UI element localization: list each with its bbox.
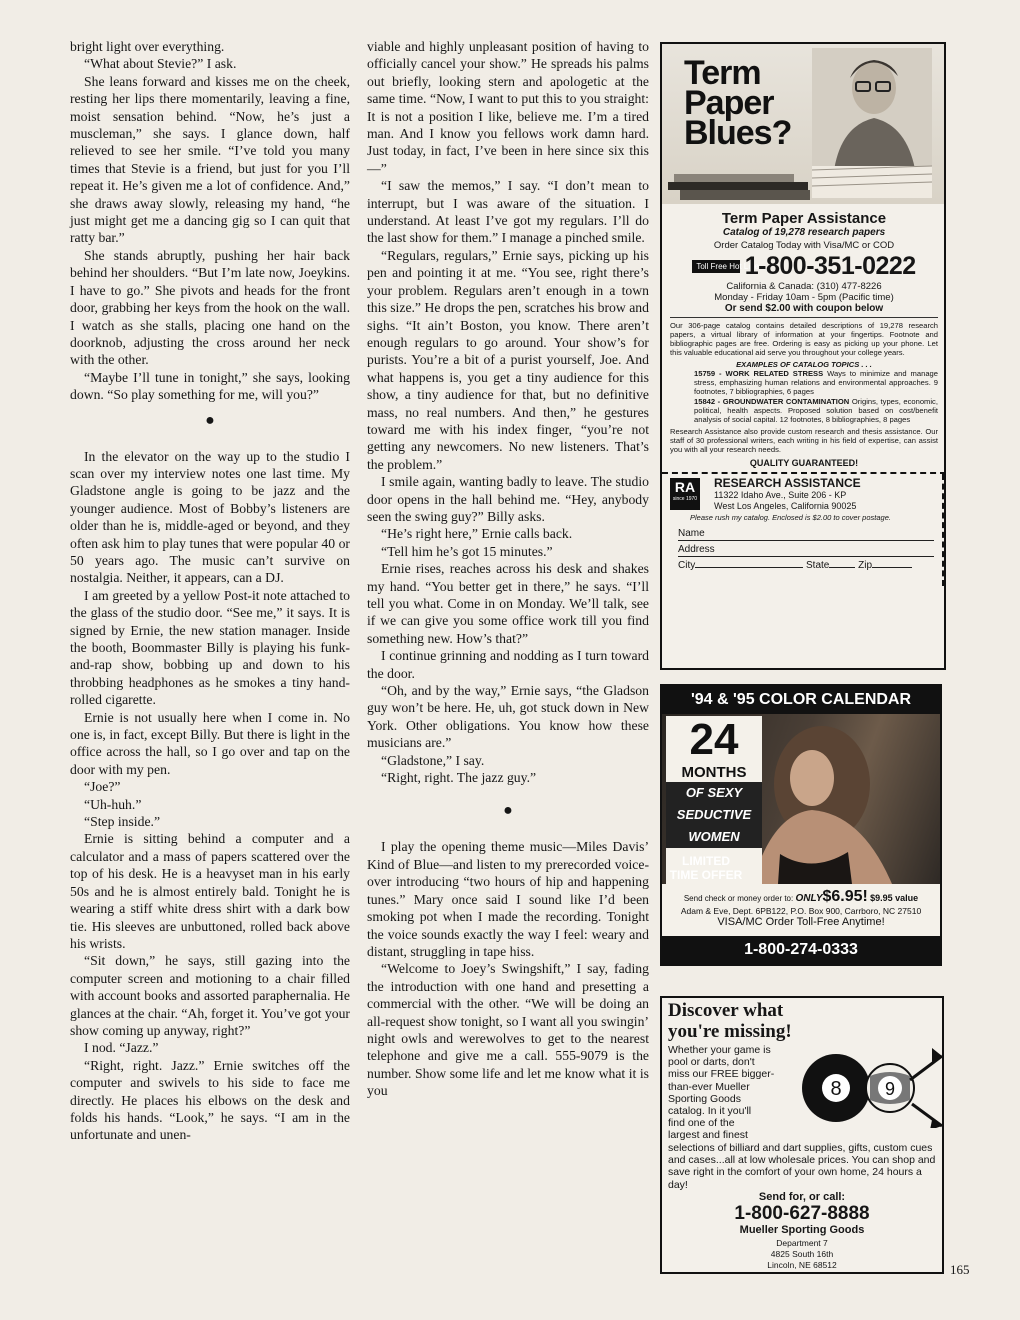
ball-8-label: 8 bbox=[830, 1078, 842, 1100]
calendar-order-info: Send check or money order to: ONLY$6.95! $9.95 value Adam & Eve, Dept. 6PB122, P.O. Box 900, Carrboro, NC 27510 VISA/MC Order Toll-Free Anytime! bbox=[662, 884, 940, 936]
paragraph: I continue grinning and nodding as I turn toward the door. bbox=[367, 648, 649, 681]
calendar-phone: 1-800-274-0333 bbox=[744, 941, 858, 958]
ad-coupon-line: Or send $2.00 with coupon below bbox=[724, 303, 884, 314]
paragraph: “Sit down,” he says, still gazing into the computer screen and motioning to a chair filled with account books and assorted paraphernalia. He glances at the chair. “Ah, forget it. You’ve got your show coming up anyway, right?” bbox=[70, 953, 350, 1038]
ra-logo: RA since 1970 bbox=[670, 478, 700, 510]
paragraph: In the elevator on the way up to the studio I scan over my interview notes one last time. My Gladstone angle is going to be jazz and the younger audience. Most of Bobby’s listeners are older than he is, middle-aged or beyond, and they often ask him to play tunes that were popular 40 or 50 years ago. The music can’t survive on nostalgia. Neither, it appears, can a DJ. bbox=[70, 448, 350, 586]
billiard-balls-icon bbox=[792, 1028, 942, 1128]
mueller-dept: Department 7 bbox=[776, 1238, 828, 1248]
mueller-city: Lincoln, NE 68512 bbox=[767, 1260, 837, 1270]
calendar-panel: 24 MONTHS bbox=[666, 716, 762, 884]
text-column-1 bbox=[70, 38, 350, 1144]
ad-example: 15759 - WORK RELATED STRESS Ways to minimize and manage stress, emphasizing human relations and environmental approaches. 9 footnotes, 7 bibliographies, 6 pages bbox=[694, 369, 938, 396]
ad-order-line: Order Catalog Today with Visa/MC or COD bbox=[713, 240, 895, 251]
paragraph: “Uh-huh.” bbox=[84, 796, 142, 812]
paragraph: “Step inside.” bbox=[84, 814, 161, 830]
mueller-ad bbox=[660, 996, 944, 1274]
section-separator: ● bbox=[503, 802, 513, 820]
page-number: 165 bbox=[950, 1262, 970, 1277]
ad-headline: Term Paper Blues? bbox=[684, 54, 792, 152]
section-separator: ● bbox=[205, 411, 215, 429]
hotline-badge: Toll Free Hot Line bbox=[692, 260, 740, 273]
books-icon bbox=[668, 162, 818, 202]
ad-guarantee: QUALITY GUARANTEED! bbox=[749, 458, 859, 468]
paragraph: “Right, right. Jazz.” Ernie switches off the computer and swivels to his side to face me directly. He places his elbows on the desk and folds his hands. “Look,” he says. “I am in the unfortunate and unen- bbox=[70, 1057, 350, 1143]
student-photo-icon bbox=[812, 48, 932, 198]
ad-california-phone: California & Canada: (310) 477-8226 bbox=[726, 281, 882, 292]
ad-example: 15842 - GROUNDWATER CONTAMINATION Origins, types, economic, political, health aspects. Proposed solution based on cost/benefit analysis of social capital. 12 footnotes, 8 bibliographies, 8 pages bbox=[694, 397, 938, 424]
paragraph: “Maybe I’ll tune in tonight,” she says, looking down. “So play something for me, will you?” bbox=[70, 369, 350, 403]
ad-heading: Term Paper Assistance bbox=[721, 210, 887, 227]
ad-hotline bbox=[670, 252, 938, 281]
paragraph: “Tell him he’s got 15 minutes.” bbox=[381, 543, 553, 559]
ad-rush-line: Please rush my catalog. Enclosed is $2.00 to cover postage. bbox=[690, 513, 891, 522]
paragraph: “He’s right here,” Ernie calls back. bbox=[381, 526, 573, 542]
form-name-field[interactable]: Name bbox=[678, 528, 934, 541]
mueller-text-full: selections of billiard and dart supplies, gifts, custom cues and cases...all at low wholesale prices. You can shop and save right in the comfort of your own home, 24 hours a day! bbox=[668, 1142, 936, 1191]
paragraph: “Oh, and by the way,” Ernie says, “the Gladson guy won’t be here. He, uh, got stuck down in New York. Other obligations. You know how these musicians are.” bbox=[367, 683, 649, 751]
paragraph: She stands abruptly, pushing her hair back behind her shoulders. “But I’m late now, Joeykins. I have to go.” She pivots and heads for the front door, grabbing her keys from the hook on the wall. I watch as she stalls, placing one hand on the doorknob, adjusting the cross around her neck with the other. bbox=[70, 247, 350, 368]
ball-9-label: 9 bbox=[884, 1079, 896, 1099]
paragraph: “Regulars, regulars,” Ernie says, picking up his pen and pointing it at me. “You see, right there’s your problem. Regulars aren’t enough in a town this size.” He drops the pen, scratches his brow and sighs. “It ain’t Boston, you know. There aren’t enough regulars to go around. Your show’s for purists. You’re a bit of a purist yourself, Joe. And what happens is, you get a tiny audience for this show, a tiny audience for that, but no definitive mass, no real numbers. And then,” he gestures toward me with his index finger, “you’re not getting any newcomers. No new listeners. That’s the problem.” bbox=[367, 247, 649, 472]
mueller-phone: 1-800-627-8888 bbox=[734, 1203, 870, 1224]
ad-address: West Los Angeles, California 90025 bbox=[714, 501, 857, 511]
text-column-2 bbox=[367, 38, 649, 1100]
ad-description: Our 306-page catalog contains detailed descriptions of 19,278 research papers, a virtual library of information at your fingertips. Footnote and bibliographic pages are free. Ordering is easy as picking up your phone. Let this valuable educational aid serve you throughout your college years. bbox=[670, 321, 938, 357]
paragraph: bright light over everything. bbox=[70, 39, 225, 54]
coupon-form bbox=[670, 474, 944, 586]
paragraph: “Welcome to Joey’s Swingshift,” I say, fading the introduction with one hand and presetting a commercial with the other. “We will be doing an all-request show tonight, so I want all you swingin’ night owls and werewolves to get to the nearest telephone and give me a call. 555-9079 is the number. Show some life and let me know what it is you bbox=[367, 961, 649, 1099]
paragraph: “Joe?” bbox=[84, 779, 121, 795]
mueller-text: Whether your game is pool or darts, don't miss our FREE bigger- than-ever Mueller Sporting Goods catalog. In it you'll find one of the largest and finest bbox=[668, 1044, 775, 1142]
calendar-ad bbox=[660, 684, 942, 966]
paragraph: Ernie rises, reaches across his desk and shakes my hand. “You better get in there,” he says. “I’ll tell you what. Come in on Monday. We’ll talk, see if we can give you some office work till you find something new. How’s that?” bbox=[367, 561, 649, 646]
paragraph: I play the opening theme music—Miles Davis’ Kind of Blue—and listen to my prerecorded voice-over introducing “two hours of hip and happening tunes.” Mary once said I sound like I’d been smoking pot when I made the recording. Tonight the voice sounds exactly the way I feel: weary and distant, struggling in tape hiss. bbox=[367, 839, 649, 959]
form-city-row[interactable]: City State Zip bbox=[678, 560, 934, 573]
ad-company: RESEARCH ASSISTANCE bbox=[714, 476, 861, 490]
ad-catalog-line: Catalog of 19,278 research papers bbox=[722, 227, 886, 238]
paragraph: Ernie is sitting behind a computer and a calculator and a mass of papers scattered over the top of his desk. He is a heavyset man in his early 50s and he is almost entirely bald. Tonight he is wearing a stiff white dress shirt with a dark bow tie. His sleeves are unbuttoned, rolled back above his wrists. bbox=[70, 831, 350, 951]
paragraph: viable and highly unpleasant position of having to officially cancel your show.” He spreads his palms out briefly, looking stern and apologetic at the same time. “Now, I want to put this to you straight: It is not a position I like, believe me. I’m a tired man. And I know you fellows work damn hard. Just today, in fact, I’ve been in here since six this—” bbox=[367, 39, 649, 176]
paragraph: Ernie is not usually here when I come in. No one is, in fact, except Billy. But there is light in the office across the hall, so I go over and tap on the door with my pen. bbox=[70, 709, 350, 777]
paragraph: I smile again, wanting badly to leave. The studio door opens in the hall behind me. “Hey, anybody seen the swing guy?” Billy asks. bbox=[367, 474, 649, 524]
paragraph: She leans forward and kisses me on the cheek, resting her lips there momentarily, leaving a fine, moist sensation behind. “Now, he’s just a muscleman,” she says. I glance down, half relieved to see her smile. “I’ve told you many times that Stevie is a friend, but just for you I’ll repeat it. He’s given me a lot of confidence. And,” she draws away slowly, releasing my hand, “he just might get me a dancing gig so I can quit that ratty bar.” bbox=[70, 73, 350, 246]
paragraph: “Gladstone,” I say. bbox=[381, 752, 485, 768]
calendar-title: '94 & '95 COLOR CALENDAR bbox=[662, 686, 940, 714]
paragraph: “What about Stevie?” I ask. bbox=[84, 56, 237, 72]
ad-address: 11322 Idaho Ave., Suite 206 - KP bbox=[714, 490, 847, 500]
ad-phone: 1-800-351-0222 bbox=[744, 252, 916, 280]
paragraph: “I saw the memos,” I say. “I don’t mean to interrupt, but I was aware of the situation. I understand. At least I’ve got my regulars. I’ll do the last show for them.” I manage a pinched smile. bbox=[367, 178, 649, 246]
ad-custom-research: Research Assistance also provide custom research and thesis assistance. Our staff of 30 professional writers, each writing in his field of expertise, can assist you with all your research needs. bbox=[670, 427, 938, 454]
ad-examples-title: EXAMPLES OF CATALOG TOPICS . . . bbox=[736, 360, 872, 369]
paragraph: “Right, right. The jazz guy.” bbox=[381, 770, 537, 786]
calendar-tagline: OF SEXY SEDUCTIVE WOMEN bbox=[666, 782, 762, 848]
mueller-company: Mueller Sporting Goods bbox=[739, 1224, 865, 1236]
paragraph: I am greeted by a yellow Post-it note attached to the glass of the studio door. “See me,” it says. It is signed by Ernie, the new station manager. Inside the booth, Boommaster Billy is playing his funk-and-rap show, bobbing up and down to his throbbing headphones as he smokes a tiny hand-rolled cigarette. bbox=[70, 587, 350, 708]
form-address-field[interactable]: Address bbox=[678, 544, 934, 557]
ad-body bbox=[670, 206, 938, 586]
ad-hours: Monday - Friday 10am - 5pm (Pacific time) bbox=[714, 292, 894, 303]
mueller-send: Send for, or call: bbox=[758, 1191, 846, 1203]
term-paper-ad bbox=[660, 42, 946, 670]
mueller-headline: Discover what you're missing! bbox=[668, 1000, 792, 1042]
paragraph: I nod. “Jazz.” bbox=[84, 1040, 159, 1056]
ad-photo bbox=[662, 44, 944, 204]
mueller-street: 4825 South 16th bbox=[770, 1249, 834, 1259]
calendar-limited: LIMITED TIME OFFER bbox=[669, 854, 743, 882]
